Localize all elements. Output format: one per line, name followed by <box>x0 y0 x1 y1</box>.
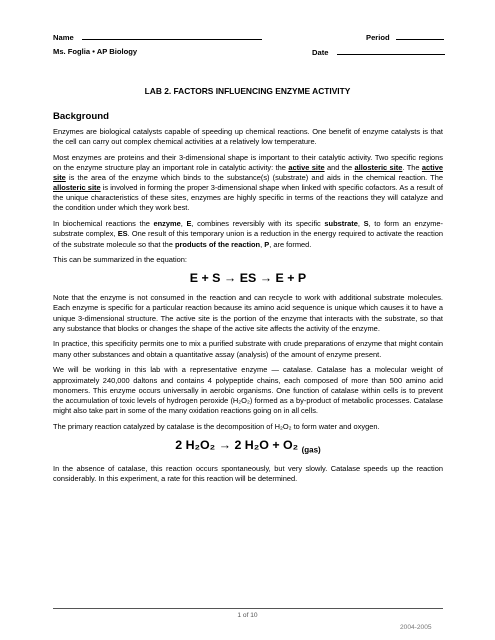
enzyme-equation: E + S → ES → E + P <box>189 271 307 286</box>
date-blank <box>337 47 445 55</box>
paragraph-2: Most enzymes are proteins and their 3-dimensional shape is important to their catalytic activity. Two specific regions on the enzyme structure play an important role in catalytic activity: the active site and the allosteric site. The active site is the area of the enzyme which binds to the substance(s) (substrate) and aids in the chemical reaction. The allosteric site is involved in forming the proper 3-dimensional shape when linked with specific cofactors. As a result of the unique characteristics of these sites, enzymes are highly specific in terms of the reactions they will catalyze and the condition under which they work best. <box>53 152 443 213</box>
products-term: products of the reaction <box>174 239 261 249</box>
lab-title: LAB 2. FACTORS INFLUENCING ENZYME ACTIVITY <box>144 86 351 96</box>
paragraph-1: Enzymes are biological catalysts capable of speeding up chemical reactions. One benefit of enzyme catalysts is that the cell can carry out complex chemical activities at a relatively low temperature. <box>53 127 443 147</box>
period-blank <box>396 32 444 40</box>
name-label: Name <box>53 33 74 42</box>
paragraph-6: In practice, this specificity permits one to mix a purified substrate with crude preparations of enzyme that might contain many other substances and obtain a quantitative assay (analysis) of the amount of enzyme present. <box>53 339 443 359</box>
paragraph-7: We will be working in this lab with a representative enzyme — catalase. Catalase has a molecular weight of approximately 240,000 daltons and contains 4 polypeptide chains, each composed of more than 500 amino acid monomers. This enzyme occurs universally in aerobic organisms. One function of catalase within cells is to prevent the accumulation of toxic levels of hydrogen peroxide (H₂O₂) formed as a by-product of metabolic processes. Catalase might also take part in some of the many oxidation reactions going on in all cells. <box>53 365 443 415</box>
paragraph-3: In biochemical reactions the enzyme, E, combines reversibly with its specific substrate, S, to form an enzyme-substrate complex, ES. One result of this temporary union is a reduction in the energy required to activate the reaction of the substrate molecule so that the products of the reaction, P, are formed. <box>53 219 443 249</box>
paragraph-5: Note that the enzyme is not consumed in the reaction and can recycle to work with additional substrate molecules. Each enzyme is specific for a particular reaction because its amino acid sequence is unique which causes it to have a unique 3-dimensional structure. The active site is the portion of the enzyme that interacts with the substrate, so that any substance that blocks or changes the shape of the active site affects the activity of the enzyme. <box>53 293 443 333</box>
body-text <box>53 127 443 490</box>
allosteric-site-term: allosteric site <box>354 163 403 173</box>
page-number: 1 of 10 <box>237 612 258 619</box>
catalase-equation: 2 H₂O₂ → 2 H₂O + O₂ $_{(gas)}$ <box>175 437 321 455</box>
footer-year: 2004-2005 <box>400 624 432 631</box>
name-field <box>53 32 262 42</box>
gas-subscript: (gas) <box>301 445 321 455</box>
enzyme-term: enzyme <box>153 219 181 229</box>
name-blank <box>82 32 262 40</box>
teacher-course: Ms. Foglia • AP Biology <box>53 47 138 56</box>
date-field <box>312 47 445 57</box>
active-site-term: active site <box>53 163 443 183</box>
paragraph-4: This can be summarized in the equation: <box>53 255 187 265</box>
period-label: Period <box>366 33 390 42</box>
date-label: Date <box>312 48 329 57</box>
background-heading: Background <box>53 111 109 122</box>
active-site-term: active site <box>288 163 325 173</box>
paragraph-9: In the absence of catalase, this reaction occurs spontaneously, but very slowly. Catalase speeds up the reaction considerably. In this experiment, a rate for this reaction will be determined. <box>53 464 443 484</box>
period-field <box>366 32 444 42</box>
footer-divider <box>53 608 443 609</box>
allosteric-site-term: allosteric site <box>53 183 101 193</box>
paragraph-8: The primary reaction catalyzed by catalase is the decomposition of H₂O₂ to form water and oxygen. <box>53 421 380 431</box>
substrate-term: substrate <box>324 219 358 229</box>
